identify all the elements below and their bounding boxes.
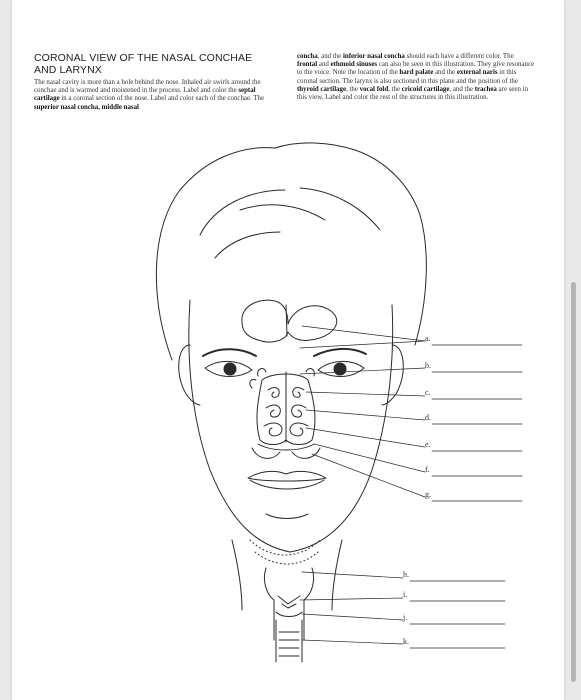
ethmoid-sinuses xyxy=(250,369,314,388)
superior-concha-left xyxy=(268,388,279,398)
inferior-concha-right xyxy=(290,423,308,436)
thyroid-cartilage xyxy=(264,568,313,640)
upper-lip xyxy=(248,471,326,481)
frontal-sinus-septum xyxy=(286,305,287,336)
body-text: in this coronal section. The larynx is also sectioned in this plane and the position of the xyxy=(297,69,518,85)
neck-left xyxy=(232,540,242,610)
worksheet-title: CORONAL VIEW OF THE NASAL CONCHAE AND LARYNX xyxy=(34,52,253,76)
right-ear xyxy=(382,345,403,405)
body-text: , and the xyxy=(317,53,343,60)
bold-term: trachea xyxy=(474,85,497,93)
body-text: The nasal cavity is more than a hole behind the nose. Inhaled air swirls around the conchae and is warmed and moistened in the process. Label and color the xyxy=(34,79,261,95)
body-text: , the xyxy=(388,85,402,93)
body-text: are seen in this view. Label and color the rest of the structures in this illustration. xyxy=(297,85,529,102)
hard-palate xyxy=(258,444,314,450)
bold-term: septal cartilage xyxy=(34,87,256,103)
chin xyxy=(266,514,308,519)
label-a: a. xyxy=(425,334,431,343)
label-d: d. xyxy=(425,413,431,422)
hair-strands xyxy=(200,188,380,258)
bold-term: superior nasal concha, middle nasal xyxy=(34,103,139,111)
bold-term: inferior nasal concha xyxy=(342,53,405,60)
frontal-sinus xyxy=(242,300,337,342)
label-i: i. xyxy=(403,590,408,599)
bold-term: ethmoid sinuses xyxy=(330,61,378,69)
middle-concha-right xyxy=(292,405,306,417)
middle-concha-left xyxy=(266,405,280,417)
body-text: and the xyxy=(433,69,457,77)
bold-term: thyroid cartilage xyxy=(297,85,347,93)
neck-shading xyxy=(250,540,320,564)
bold-term: frontal xyxy=(297,61,318,69)
label-g: g. xyxy=(425,490,431,499)
inferior-concha-left xyxy=(264,423,282,436)
hair-outline xyxy=(156,143,426,360)
bold-term: concha xyxy=(297,53,318,60)
label-k: k. xyxy=(403,637,409,646)
label-j: j. xyxy=(403,613,408,622)
cricoid-cartilage xyxy=(276,612,302,617)
body-text: should each have a different color. The xyxy=(404,53,514,60)
body-text: can also be seen in this illustration. They give resonance to the voice. Note the location of the xyxy=(297,61,535,77)
superior-concha-right xyxy=(293,388,304,398)
body-text: , and the xyxy=(449,85,475,93)
left-brow xyxy=(203,349,256,356)
label-h: h. xyxy=(403,570,409,579)
label-f: f. xyxy=(425,465,430,474)
bold-term: cricoid cartilage xyxy=(401,85,450,93)
body-text: , the xyxy=(346,85,360,93)
bold-term: hard palate xyxy=(399,69,434,77)
label-e: e. xyxy=(425,440,431,449)
vocal-folds xyxy=(278,596,300,608)
right-brow xyxy=(314,349,366,356)
label-b: b. xyxy=(425,361,431,370)
tracheal-rings xyxy=(279,632,299,656)
bold-term: external naris xyxy=(456,69,498,77)
body-text: in a coronal section of the nose. Label and color each of the conchae. The xyxy=(59,95,265,103)
label-c: c. xyxy=(425,388,431,397)
bold-term: vocal fold xyxy=(359,85,389,93)
body-text: and xyxy=(317,61,331,69)
